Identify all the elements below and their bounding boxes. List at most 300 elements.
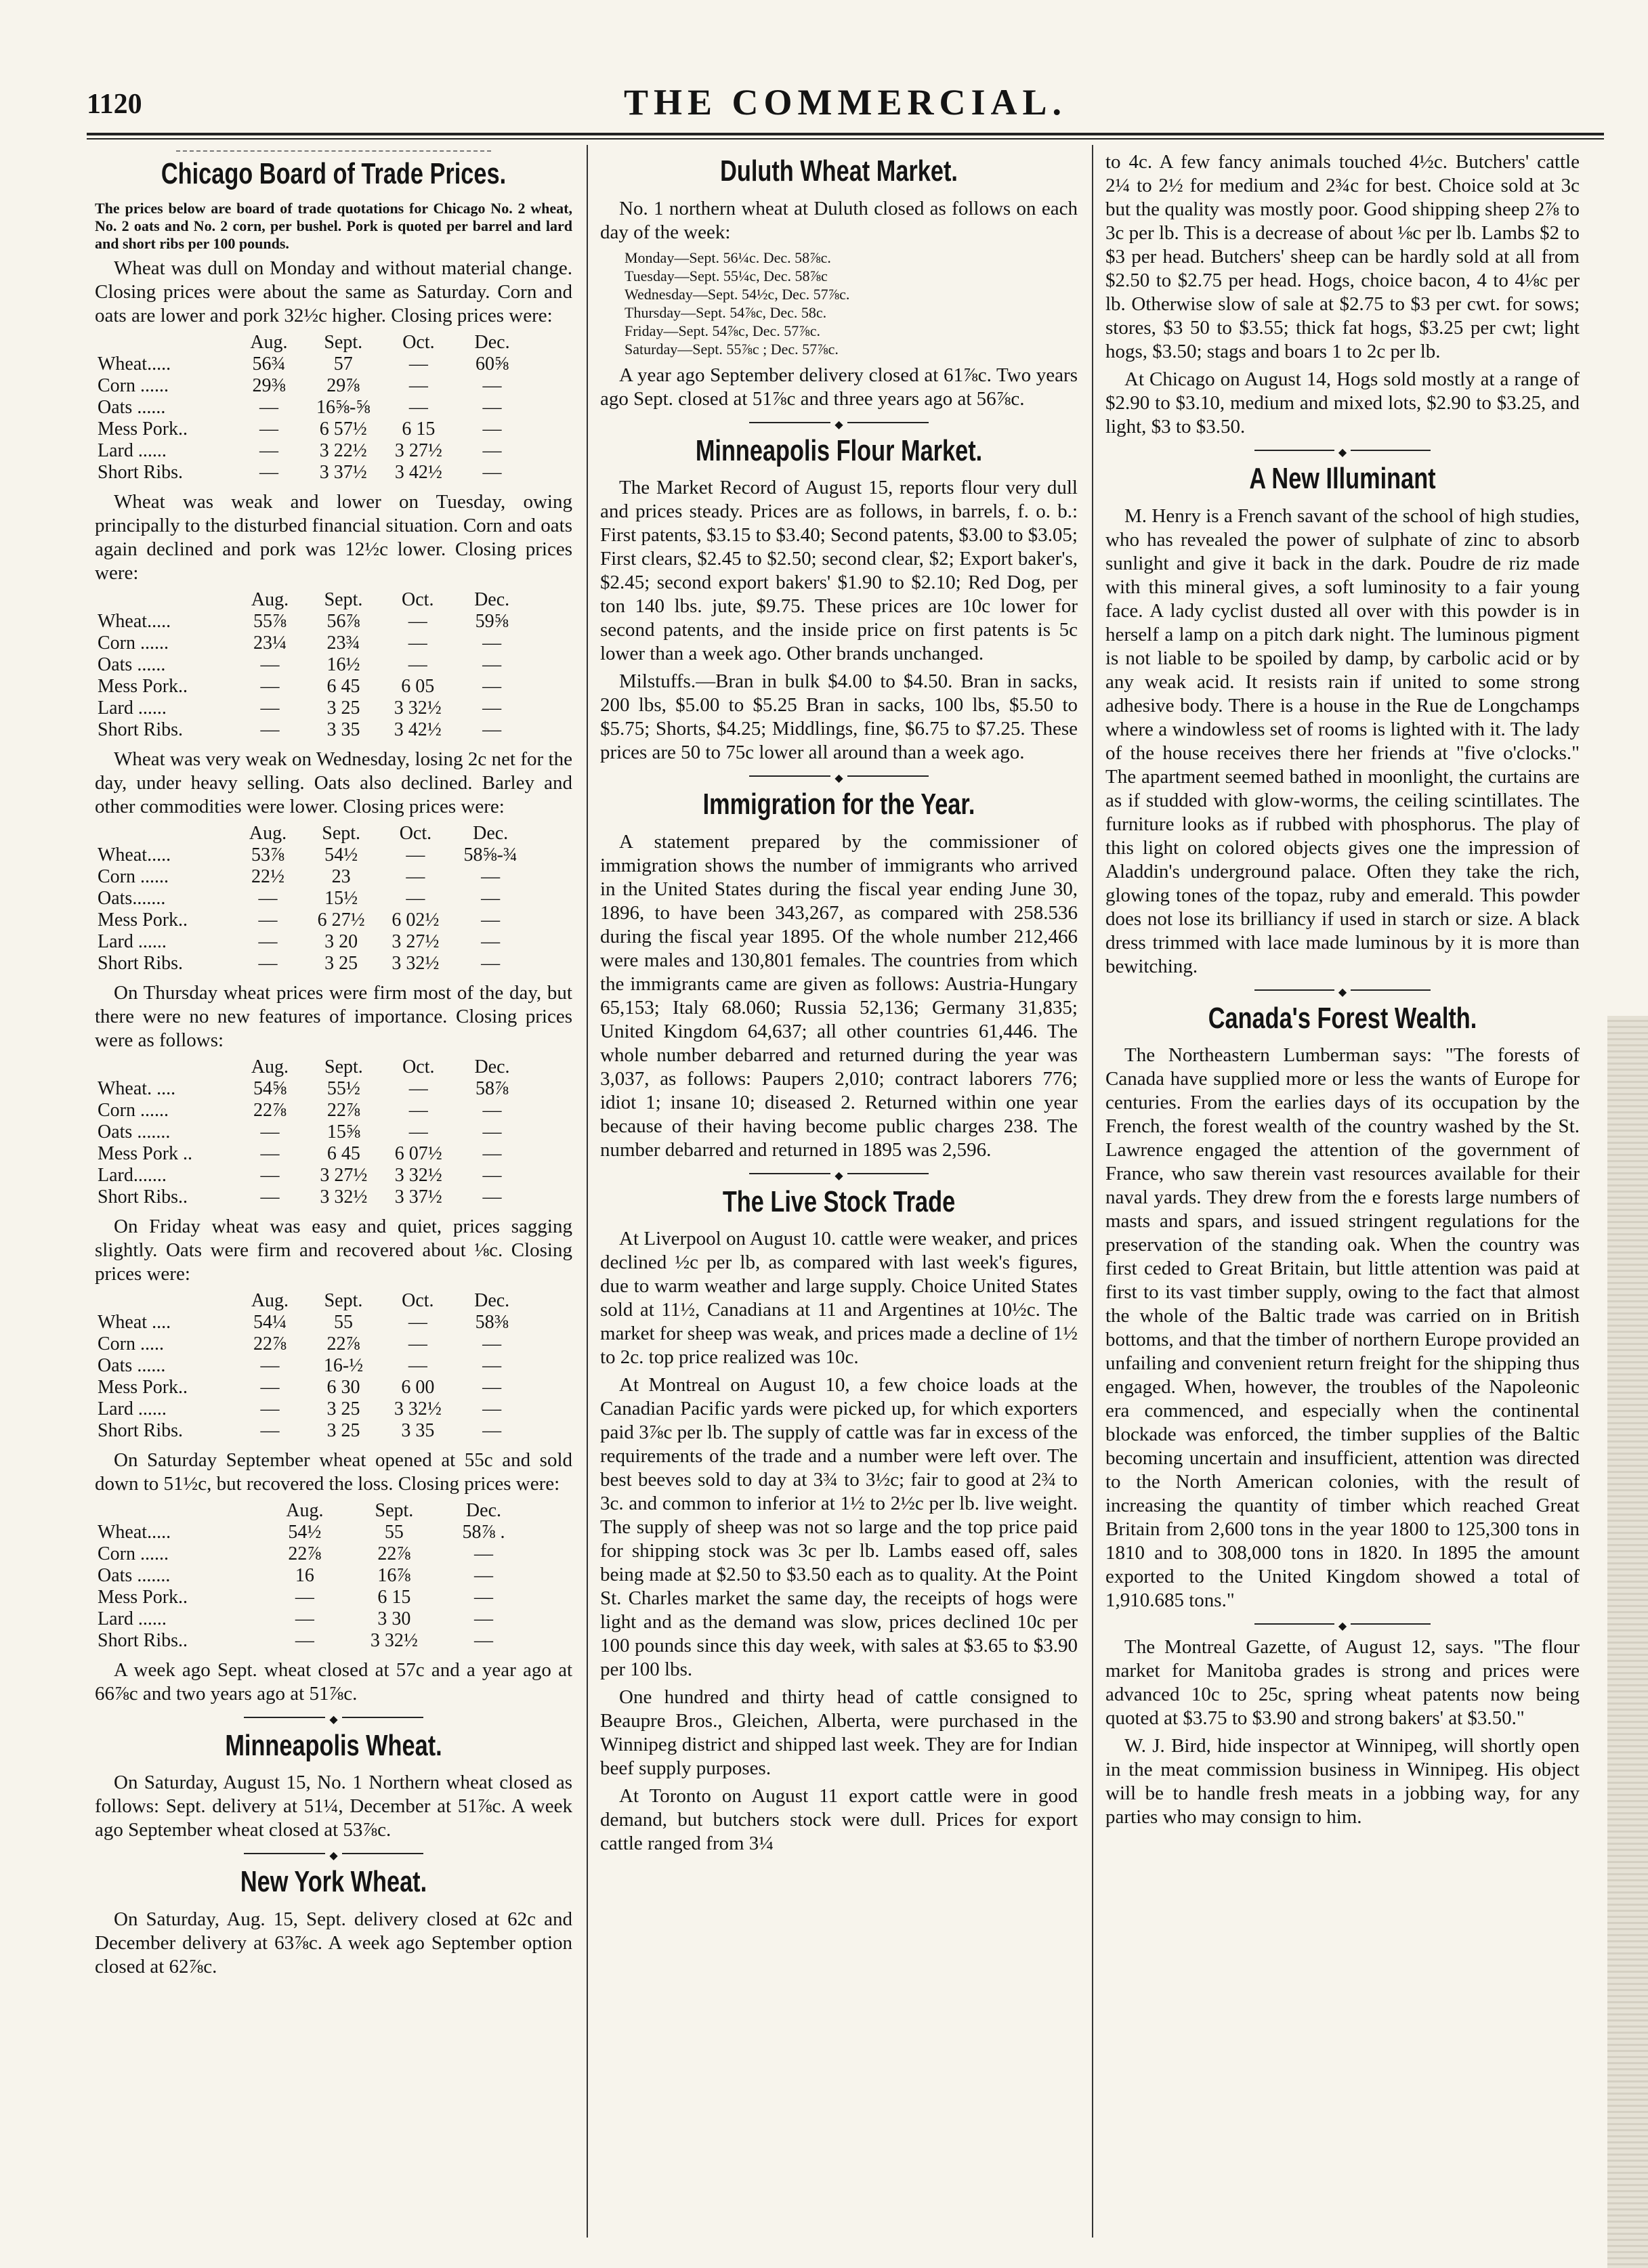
price-cell: — xyxy=(259,461,278,483)
table-corner xyxy=(95,332,232,354)
price-cell: — xyxy=(408,610,427,632)
price-cell: — xyxy=(260,654,280,675)
table-row xyxy=(95,698,528,719)
table-row xyxy=(95,1078,528,1100)
price-cell: — xyxy=(260,1376,280,1398)
price-cell: 6 02½ xyxy=(392,909,440,930)
price-cell: 15½ xyxy=(324,887,358,909)
table-row xyxy=(95,1100,528,1121)
price-cell: — xyxy=(482,418,502,440)
price-cell: — xyxy=(481,865,501,887)
price-cell: 54½ xyxy=(324,844,358,865)
commodity-label: Oats....... xyxy=(98,887,166,909)
duluth-closing: A year ago September delivery closed at 61⅞c. Two years ago Sept. closed at 51⅞c and three years ago at 56⅞c. xyxy=(600,364,1078,410)
price-cell: 3 42½ xyxy=(394,461,442,483)
column-header: Aug. xyxy=(251,1289,289,1311)
table-row xyxy=(95,1420,528,1442)
section-divider: ◆ xyxy=(1105,985,1580,995)
chicago-day-text: Wheat was very weak on Wednesday, losing 2c net for the day, under heavy selling. Oats also declined. Barley and other commodities were lower. Closing prices were: xyxy=(95,748,572,817)
table-row xyxy=(95,719,528,741)
section-divider: ◆ xyxy=(95,1849,572,1858)
commodity-label: Oats ....... xyxy=(98,1564,171,1586)
flour-title: Minneapolis Flour Market. xyxy=(695,433,983,467)
livestock-text-3: One hundred and thirty head of cattle consigned to Beaupre Bros., Gleichen, Alberta, were purchased in the Winnipeg district and shipped last week. They are for Indian beef supply purposes. xyxy=(600,1686,1078,1780)
price-cell: 58⅞ . xyxy=(462,1521,505,1543)
price-cell: 6 15 xyxy=(402,418,436,440)
price-cell: 3 22½ xyxy=(319,440,367,461)
immigration-text: A statement prepared by the commissioner of immigration shows the number of immigrants who arrived in the United States during the fiscal year ending June 30, 1896, to have been 343,267, as compared with 258.536 during the fiscal year 1895. Of the whole number 212,466 were males and 130,801 females. The countries from which the immigrants came are given as follows: Austria-Hungary 65,153; Italy 68.060; Russia 52,136; Germany 31,835; United Kingdom 64,637; all other countries 61,446. The whole number debarred and returned during the year was 3,037, as follows: Paupers 2,010; contract laborers 776; idiot 1; insane 10; diseased 2. Returned within one year because of their having become public charges 238. The number debarred and returned in 1895 was 2,596. xyxy=(600,830,1078,1161)
commodity-label: Lard ...... xyxy=(98,697,167,719)
table-row xyxy=(95,676,528,698)
column-1 xyxy=(95,150,572,2229)
flour-text-2: Milstuffs.—Bran in bulk $4.00 to $4.50. Bran in sacks, 200 lbs, $5.00 to $5.25 Bran in sacks, 100 lbs, $5.50 to $5.75; Shorts, $4.25; Middlings, fine, $6.75 to $7.25. These prices are 50 to 75c lower all around than a week ago. xyxy=(600,670,1078,764)
commodity-label: Wheat. .... xyxy=(98,1077,176,1099)
price-cell: — xyxy=(482,1354,502,1376)
section-divider: ◆ xyxy=(600,418,1078,427)
price-cell: — xyxy=(473,1543,493,1564)
commodity-label: Wheat..... xyxy=(98,844,171,865)
commodity-label: Lard ...... xyxy=(98,1398,167,1419)
section-divider: ◆ xyxy=(600,771,1078,781)
table-row xyxy=(95,1355,528,1377)
table-row xyxy=(95,1333,528,1355)
table-row xyxy=(95,1522,528,1543)
table-row xyxy=(95,953,528,975)
price-cell: — xyxy=(482,654,502,675)
price-cell: 54½ xyxy=(288,1521,322,1543)
masthead: THE COMMERCIAL. xyxy=(623,82,1067,123)
price-cell: — xyxy=(408,353,428,375)
price-cell: 55⅞ xyxy=(253,610,287,632)
price-cell: 6 45 xyxy=(326,675,360,697)
price-cell: — xyxy=(260,675,280,697)
price-table xyxy=(95,589,528,741)
price-cell: 3 20 xyxy=(324,930,358,952)
price-cell: 3 35 xyxy=(401,1419,435,1441)
duluth-day: Wednesday—Sept. 54½c, Dec. 57⅞c. xyxy=(625,285,850,303)
column-separator xyxy=(587,145,588,2238)
commodity-label: Short Ribs. xyxy=(98,952,184,974)
table-corner xyxy=(95,1056,234,1078)
price-cell: 54¼ xyxy=(253,1311,287,1333)
price-cell: 58⅞ xyxy=(475,1077,509,1099)
price-cell: — xyxy=(482,1142,502,1164)
price-cell: — xyxy=(260,1142,280,1164)
table-row xyxy=(95,866,528,888)
duluth-day: Monday—Sept. 56¼c. Dec. 58⅞c. xyxy=(625,249,831,266)
price-cell: — xyxy=(260,697,280,719)
column-3 xyxy=(1105,150,1580,2229)
section-divider: ◆ xyxy=(95,1713,572,1722)
column-header: Oct. xyxy=(399,822,432,844)
commodity-label: Wheat..... xyxy=(98,353,171,375)
chicago-saturday-table xyxy=(95,1500,572,1652)
price-cell: 56⅞ xyxy=(326,610,360,632)
illuminant-text: M. Henry is a French savant of the school of high studies, who has revealed the power of sulphate of zinc to absorb sunlight and give it back in the dark. Poudre de riz made with this mineral gives, a soft luminosity to a fair young face. A lady cyclist dusted all over with this powder is in herself a lamp on a pitch dark night. The luminous pigment is not liable to be spoiled by damp, by carbolic acid or by any weak acid. It resists rain if united to some strong adhesive body. There is a house in the Rue de Longchamps where a windowless set of rooms is lighted with it. The lady of the house receives there her friends at "five o'clocks." The apartment seemed bathed in moonlight, the curtains are as if studded with glow-worms, the ceiling scintillates. The furniture looks as if rubbed with phosphorus. The play of this light on colored objects gives one the impression of Aladdin's underground palace. Often they take the rich, glowing tones of the topaz, ruby and emerald. This powder does not lose its brilliancy if used in starch or size. A black dress trimmed with lace made luminous by it is more than bewitching. xyxy=(1105,505,1580,977)
price-cell: 29⅜ xyxy=(252,375,286,396)
column-header: Dec. xyxy=(473,822,509,844)
price-cell: — xyxy=(260,1186,280,1207)
commodity-label: Oats ...... xyxy=(98,654,166,675)
chicago-day-text: Wheat was weak and lower on Tuesday, owing principally to the disturbed financial situation. Corn and oats again declined and pork was 12½c lower. Closing prices were: xyxy=(95,490,572,584)
price-cell: 15⅝ xyxy=(326,1121,360,1142)
price-cell: 3 25 xyxy=(324,952,358,974)
price-cell: — xyxy=(473,1564,493,1586)
commodity-label: Corn ..... xyxy=(98,1333,164,1354)
price-cell: — xyxy=(481,930,501,952)
price-table xyxy=(95,823,528,975)
chicago-day-text: Wheat was dull on Monday and without material change. Closing prices were about the same as Saturday. Corn and oats are lower and pork 32½c higher. Closing prices were: xyxy=(95,257,572,326)
price-cell: 58⅜ xyxy=(475,1311,509,1333)
price-cell: — xyxy=(260,1164,280,1186)
header-rule xyxy=(87,133,1604,135)
price-cell: — xyxy=(482,461,502,483)
column-header: Sept. xyxy=(324,1056,363,1077)
price-cell: 54⅝ xyxy=(253,1077,287,1099)
column-header: Oct. xyxy=(402,589,434,610)
price-cell: 3 25 xyxy=(326,697,360,719)
price-cell: — xyxy=(408,1333,427,1354)
commodity-label: Lard ...... xyxy=(98,1608,167,1629)
price-cell: — xyxy=(408,1099,428,1121)
gazette-text: The Montreal Gazette, of August 12, says. "The flour market for Manitoba grades is strong and prices were advanced 10c to 25c, spring wheat patents now being quoted at $3.75 to $3.90 and strong bakers' at $3.50." xyxy=(1105,1636,1580,1730)
price-cell: 55½ xyxy=(326,1077,360,1099)
livestock-title: The Live Stock Trade xyxy=(722,1184,956,1218)
price-cell: 58⅝-¾ xyxy=(463,844,517,865)
table-corner xyxy=(95,1290,233,1312)
chicago-title: Chicago Board of Trade Prices. xyxy=(161,157,507,190)
table-row xyxy=(95,419,528,440)
price-cell: 6 07½ xyxy=(394,1142,442,1164)
table-row xyxy=(95,440,528,462)
price-cell: 59⅝ xyxy=(475,610,509,632)
price-cell: — xyxy=(482,1398,502,1419)
commodity-label: Mess Pork.. xyxy=(98,1376,188,1398)
column-header: Sept. xyxy=(324,331,363,353)
price-cell: — xyxy=(406,844,425,865)
column-header: Dec. xyxy=(474,589,510,610)
price-cell: — xyxy=(408,1354,427,1376)
price-cell: 3 32½ xyxy=(394,1164,442,1186)
table-corner xyxy=(95,589,233,611)
duluth-intro: No. 1 northern wheat at Duluth closed as follows on each day of the week: xyxy=(600,197,1078,243)
table-row xyxy=(95,1565,528,1587)
price-cell: — xyxy=(258,930,278,952)
page-number: 1120 xyxy=(87,89,142,120)
table-row xyxy=(95,1630,528,1652)
price-cell: — xyxy=(258,887,278,909)
price-cell: 3 35 xyxy=(326,719,360,740)
ny-wheat-text: On Saturday, Aug. 15, Sept. delivery closed at 62c and December delivery at 63⅞c. A week ago September option closed at 62⅞c. xyxy=(95,1908,572,1977)
commodity-label: Corn ...... xyxy=(98,632,169,654)
price-cell: — xyxy=(482,1186,502,1207)
price-cell: 6 30 xyxy=(326,1376,360,1398)
bird-text: W. J. Bird, hide inspector at Winnipeg, will shortly open in the meat commission business in Winnipeg. His object will be to handle fresh meats in a jobbing way, for any parties who may consign to him. xyxy=(1105,1735,1580,1828)
price-cell: 3 25 xyxy=(326,1419,360,1441)
chicago-day-text: On Friday wheat was easy and quiet, prices sagging slightly. Oats were firm and recovered about ⅛c. Closing prices were: xyxy=(95,1215,572,1285)
header-rule-thin xyxy=(87,138,1604,140)
price-cell: 3 30 xyxy=(377,1608,411,1629)
price-cell: 55 xyxy=(384,1521,404,1543)
table-row xyxy=(95,375,528,397)
table-row xyxy=(95,1377,528,1398)
column-header: Dec. xyxy=(465,1499,501,1521)
commodity-label: Short Ribs. xyxy=(98,461,184,483)
price-cell: — xyxy=(482,1419,502,1441)
price-cell: — xyxy=(473,1608,493,1629)
chicago-saturday-text: On Saturday September wheat opened at 55c and sold down to 51½c, but recovered the loss. Closing prices were: xyxy=(95,1449,572,1495)
price-cell: 16 xyxy=(295,1564,314,1586)
price-cell: — xyxy=(259,418,278,440)
illuminant-title: A New Illuminant xyxy=(1249,462,1436,495)
chicago-day-text: On Thursday wheat prices were firm most of the day, but there were no new features of importance. Closing prices were as follows: xyxy=(95,981,572,1051)
commodity-label: Lard....... xyxy=(98,1164,167,1186)
price-cell: — xyxy=(295,1586,314,1608)
price-cell: 3 27½ xyxy=(320,1164,368,1186)
price-cell: 3 37½ xyxy=(319,461,367,483)
commodity-label: Oats ...... xyxy=(98,1354,166,1376)
commodity-label: Mess Pork.. xyxy=(98,675,188,697)
price-cell: — xyxy=(408,632,427,654)
price-cell: 6 57½ xyxy=(319,418,367,440)
price-cell: — xyxy=(482,396,502,418)
livestock-text-1: At Liverpool on August 10. cattle were weaker, and prices declined ½c per lb, as compared with last week's figures, due to warm weather and large supply. Choice United States sold at 11½, Canadians at 11 and Argentines at 10½c. The market for sheep was weak, and prices made a decline of 1½ to 2c. top price realized was 10c. xyxy=(600,1228,1078,1369)
price-cell: 3 32½ xyxy=(370,1629,418,1651)
price-cell: 6 05 xyxy=(401,675,435,697)
section-divider: ◆ xyxy=(1105,1619,1580,1629)
price-cell: 22⅞ xyxy=(326,1333,360,1354)
commodity-label: Mess Pork.. xyxy=(98,1586,188,1608)
column-header: Oct. xyxy=(402,331,435,353)
price-cell: — xyxy=(295,1629,314,1651)
table-row xyxy=(95,633,528,654)
table-row xyxy=(95,1543,528,1565)
price-cell: — xyxy=(481,909,501,930)
price-cell: — xyxy=(260,1398,280,1419)
price-cell: 3 27½ xyxy=(394,440,442,461)
immigration-title: Immigration for the Year. xyxy=(702,788,975,821)
livestock-text-4: At Toronto on August 11 export cattle were in good demand, but butchers stock were dull. Prices for export cattle ranged from 3¼ xyxy=(600,1785,1078,1855)
commodity-label: Wheat .... xyxy=(98,1311,171,1333)
column-header: Sept. xyxy=(324,1289,363,1311)
price-cell: — xyxy=(408,1311,427,1333)
table-row xyxy=(95,462,528,484)
duluth-day: Tuesday—Sept. 55¼c, Dec. 58⅞c xyxy=(625,267,828,284)
price-cell: — xyxy=(482,675,502,697)
chicago-days xyxy=(95,257,572,1442)
chicago-closing: A week ago Sept. wheat closed at 57c and a year ago at 66⅞c and two years ago at 51⅞c. xyxy=(95,1659,572,1705)
column-header: Aug. xyxy=(250,331,288,353)
column-header: Dec. xyxy=(474,1289,510,1311)
price-cell: 3 32½ xyxy=(394,1398,442,1419)
table-row xyxy=(95,1143,528,1165)
minneapolis-wheat-title: Minneapolis Wheat. xyxy=(225,1728,442,1762)
price-cell: 22⅞ xyxy=(253,1099,287,1121)
top-dashed-rule xyxy=(176,150,491,152)
column-header: Oct. xyxy=(402,1056,435,1077)
livestock-continued-2: At Chicago on August 14, Hogs sold mostly at a range of $2.90 to $3.10, medium and mixed lots, $2.90 to $3.25, and light, $3 to $3.50. xyxy=(1105,368,1580,437)
price-cell: 16-½ xyxy=(323,1354,364,1376)
column-header: Aug. xyxy=(251,589,289,610)
commodity-label: Short Ribs. xyxy=(98,1419,184,1441)
price-cell: 3 25 xyxy=(326,1398,360,1419)
price-cell: — xyxy=(408,375,428,396)
table-row xyxy=(95,910,528,931)
table-row xyxy=(95,1398,528,1420)
price-cell: — xyxy=(406,887,425,909)
price-cell: — xyxy=(259,396,278,418)
commodity-label: Mess Pork.. xyxy=(98,418,188,440)
forest-title: Canada's Forest Wealth. xyxy=(1208,1001,1477,1035)
price-cell: — xyxy=(295,1608,314,1629)
price-cell: — xyxy=(408,1121,428,1142)
chicago-note: The prices below are board of trade quotations for Chicago No. 2 wheat, No. 2 oats and No. 2 corn, per bushel. Pork is quoted per barrel and lard and short ribs per 100 pounds. xyxy=(95,199,572,252)
price-cell: — xyxy=(482,1333,502,1354)
price-cell: 23 xyxy=(331,865,351,887)
price-cell: — xyxy=(408,654,427,675)
forest-text: The Northeastern Lumberman says: "The forests of Canada have supplied more or less the wants of Europe for centuries. From the earlies days of its occupation by the French, the forest wealth of the country washed by the St. Lawrence engaged the attention of the government of France, who saw therein vast resources available for their naval yards. They drew from the e forests large numbers of masts and spars, and issued stringent regulations for the preservation of the standing oak. When the country was first ceded to Great Britain, but little attention was paid at first to its vast timber supply, owing to the fact that almost the whole of the Baltic trade was carried on in British bottoms, and that the timber of northern Europe provided an unfailing and convenient return freight for the shipping thus engaged. When, however, the troubles of the Napoleonic era commenced, and especially when the continental blockade was enforced, the timber supplies of the Baltic becoming uncertain and insufficient, attention was directed to the North American colonies, with the result of increasing the quantity of timber which reached Great Britain from 2,600 tons in the year 1800 to 125,300 tons in 1810 and to 308,000 tons in 1820. In 1895 the amount exported to the United Kingdom showed a total of 1,910.685 tons." xyxy=(1105,1044,1580,1612)
table-row xyxy=(95,654,528,676)
commodity-label: Lard ...... xyxy=(98,440,167,461)
flour-text-1: The Market Record of August 15, reports flour very dull and prices steady. Prices are as follows, in barrels, f. o. b.: First patents, $3.15 to $3.40; Second patents, $3.00 to $3.05; First clears, $2.45 to $2.50; second clear, $2; Export baker's, $2.45; second export bakers' $1.90 to $2.10; Red Dog, per ton 140 lbs. jute, $9.75. These prices are 10c lower for second patents, and the inside price on first patents is 5c lower than a week ago. Other brands unchanged. xyxy=(600,477,1078,665)
section-divider: ◆ xyxy=(1105,446,1580,455)
table-corner xyxy=(95,823,232,844)
price-cell: — xyxy=(408,1077,428,1099)
commodity-label: Corn ...... xyxy=(98,375,169,396)
price-table xyxy=(95,1500,528,1652)
price-cell: — xyxy=(473,1586,493,1608)
price-cell: 22⅞ xyxy=(253,1333,287,1354)
price-cell: 53⅞ xyxy=(251,844,284,865)
price-cell: — xyxy=(259,440,278,461)
price-cell: — xyxy=(482,1121,502,1142)
commodity-label: Short Ribs. xyxy=(98,719,184,740)
price-cell: 16⅝-⅝ xyxy=(316,396,371,418)
commodity-label: Short Ribs.. xyxy=(98,1186,188,1207)
price-cell: 6 27½ xyxy=(317,909,365,930)
price-cell: — xyxy=(482,632,502,654)
column-header: Aug. xyxy=(251,1056,289,1077)
table-corner xyxy=(95,1500,260,1522)
price-cell: 3 27½ xyxy=(392,930,440,952)
commodity-label: Mess Pork .. xyxy=(98,1142,193,1164)
price-cell: — xyxy=(260,719,280,740)
table-row xyxy=(95,397,528,419)
price-cell: 29⅞ xyxy=(326,375,360,396)
commodity-label: Oats ....... xyxy=(98,1121,171,1142)
price-cell: 22½ xyxy=(251,865,284,887)
price-cell: — xyxy=(260,1121,280,1142)
price-cell: 22⅞ xyxy=(288,1543,322,1564)
price-cell: — xyxy=(408,396,428,418)
duluth-daily-list xyxy=(625,249,1078,358)
price-table xyxy=(95,1056,528,1208)
table-row xyxy=(95,844,528,866)
price-cell: — xyxy=(258,952,278,974)
column-2 xyxy=(600,150,1078,2229)
column-header: Dec. xyxy=(474,1056,510,1077)
commodity-label: Wheat..... xyxy=(98,1521,171,1543)
price-cell: — xyxy=(473,1629,493,1651)
commodity-label: Corn ...... xyxy=(98,1099,169,1121)
price-cell: — xyxy=(482,1376,502,1398)
price-cell: 22⅞ xyxy=(326,1099,360,1121)
commodity-label: Corn ...... xyxy=(98,1543,169,1564)
price-cell: — xyxy=(482,697,502,719)
table-row xyxy=(95,1165,528,1186)
page-header xyxy=(87,81,1604,129)
table-row xyxy=(95,1587,528,1608)
duluth-day: Saturday—Sept. 55⅞c ; Dec. 57⅞c. xyxy=(625,340,839,358)
price-cell: 22⅞ xyxy=(377,1543,411,1564)
table-row xyxy=(95,354,528,375)
column-header: Oct. xyxy=(402,1289,434,1311)
section-divider: ◆ xyxy=(600,1169,1078,1178)
price-cell: 56¾ xyxy=(252,353,286,375)
price-cell: — xyxy=(482,719,502,740)
column-header: Aug. xyxy=(249,822,287,844)
price-cell: 3 37½ xyxy=(394,1186,442,1207)
price-cell: 3 42½ xyxy=(394,719,442,740)
column-header: Dec. xyxy=(474,331,510,353)
price-cell: 3 32½ xyxy=(394,697,442,719)
column-header: Sept. xyxy=(322,822,361,844)
table-row xyxy=(95,1186,528,1208)
commodity-label: Oats ...... xyxy=(98,396,166,418)
price-cell: — xyxy=(260,1419,280,1441)
table-row xyxy=(95,611,528,633)
price-cell: — xyxy=(260,1354,280,1376)
commodity-label: Lard ...... xyxy=(98,930,167,952)
price-cell: — xyxy=(482,1099,502,1121)
price-cell: 16⅞ xyxy=(377,1564,411,1586)
duluth-day: Thursday—Sept. 54⅞c, Dec. 58c. xyxy=(625,303,827,321)
price-cell: — xyxy=(482,440,502,461)
column-separator xyxy=(1092,145,1093,2238)
price-table xyxy=(95,1290,528,1442)
price-cell: 23¼ xyxy=(253,632,287,654)
minneapolis-wheat-text: On Saturday, August 15, No. 1 Northern wheat closed as follows: Sept. delivery at 51¼, December at 51⅞c. A week ago September wheat closed at 53⅞c. xyxy=(95,1772,572,1841)
duluth-title: Duluth Wheat Market. xyxy=(720,154,958,188)
table-row xyxy=(95,1608,528,1630)
duluth-day: Friday—Sept. 54⅞c, Dec. 57⅞c. xyxy=(625,322,820,339)
price-cell: 6 15 xyxy=(377,1586,411,1608)
column-header: Sept. xyxy=(324,589,363,610)
price-cell: — xyxy=(482,1164,502,1186)
table-row xyxy=(95,1121,528,1143)
price-cell: 6 00 xyxy=(401,1376,435,1398)
price-cell: — xyxy=(406,865,425,887)
commodity-label: Short Ribs.. xyxy=(98,1629,188,1651)
price-cell: 3 32½ xyxy=(392,952,440,974)
price-table xyxy=(95,332,528,484)
livestock-continued-1: to 4c. A few fancy animals touched 4½c. Butchers' cattle 2¼ to 2½ for medium and 2¾c for best. Choice sold at 3c but the quality was mostly poor. Good shipping sheep 2⅞ to 3c per lb. This is a decrease of about ⅛c per lb. Lambs $2 to $3 per head. Butchers' sheep can be hardly sold at all from $2.50 to $2.75 per head. Hogs, choice bacon, 4 to 4⅛c per lb. Otherwise slow of sale at $2.75 to $3 per cwt. for sows; stores, $3 50 to $3.55; thick fat hogs, $3.25 per cwt; light hogs, $3.50; stags and boars 1 to 2c per lb. xyxy=(1105,151,1580,362)
price-cell: 6 45 xyxy=(326,1142,360,1164)
price-cell: 16½ xyxy=(326,654,360,675)
price-cell: 55 xyxy=(333,1311,353,1333)
table-row xyxy=(95,1312,528,1333)
price-cell: — xyxy=(481,887,501,909)
commodity-label: Corn ...... xyxy=(98,865,169,887)
price-cell: 57 xyxy=(333,353,353,375)
page-edge-shadow xyxy=(1607,1016,1648,2268)
commodity-label: Mess Pork.. xyxy=(98,909,188,930)
column-header: Sept. xyxy=(375,1499,414,1521)
livestock-text-2: At Montreal on August 10, a few choice loads at the Canadian Pacific yards were picked up, for which exporters paid 3⅞c per lb. The supply of cattle was far in excess of the requirements of the trade and a number were left over. The best beeves sold to day at 3¾ to 3½c; fair to good at 2¾ to 3c. and common to inferior at 1½ to 2½c per lb. live weight. The supply of sheep was not so large and the top price paid for shipping stock was 3c per lb. Lambs eased off, sales being made at $2.50 to $3.50 each as to quality. At the Point St. Charles market the same day, the receipts of hogs were light and as the demand was slow, prices declined 10c per 100 pounds since this day week, with sales at $3.65 to $3.90 per 100 lbs. xyxy=(600,1374,1078,1681)
price-cell: — xyxy=(482,375,502,396)
price-cell: — xyxy=(258,909,278,930)
table-row xyxy=(95,931,528,953)
